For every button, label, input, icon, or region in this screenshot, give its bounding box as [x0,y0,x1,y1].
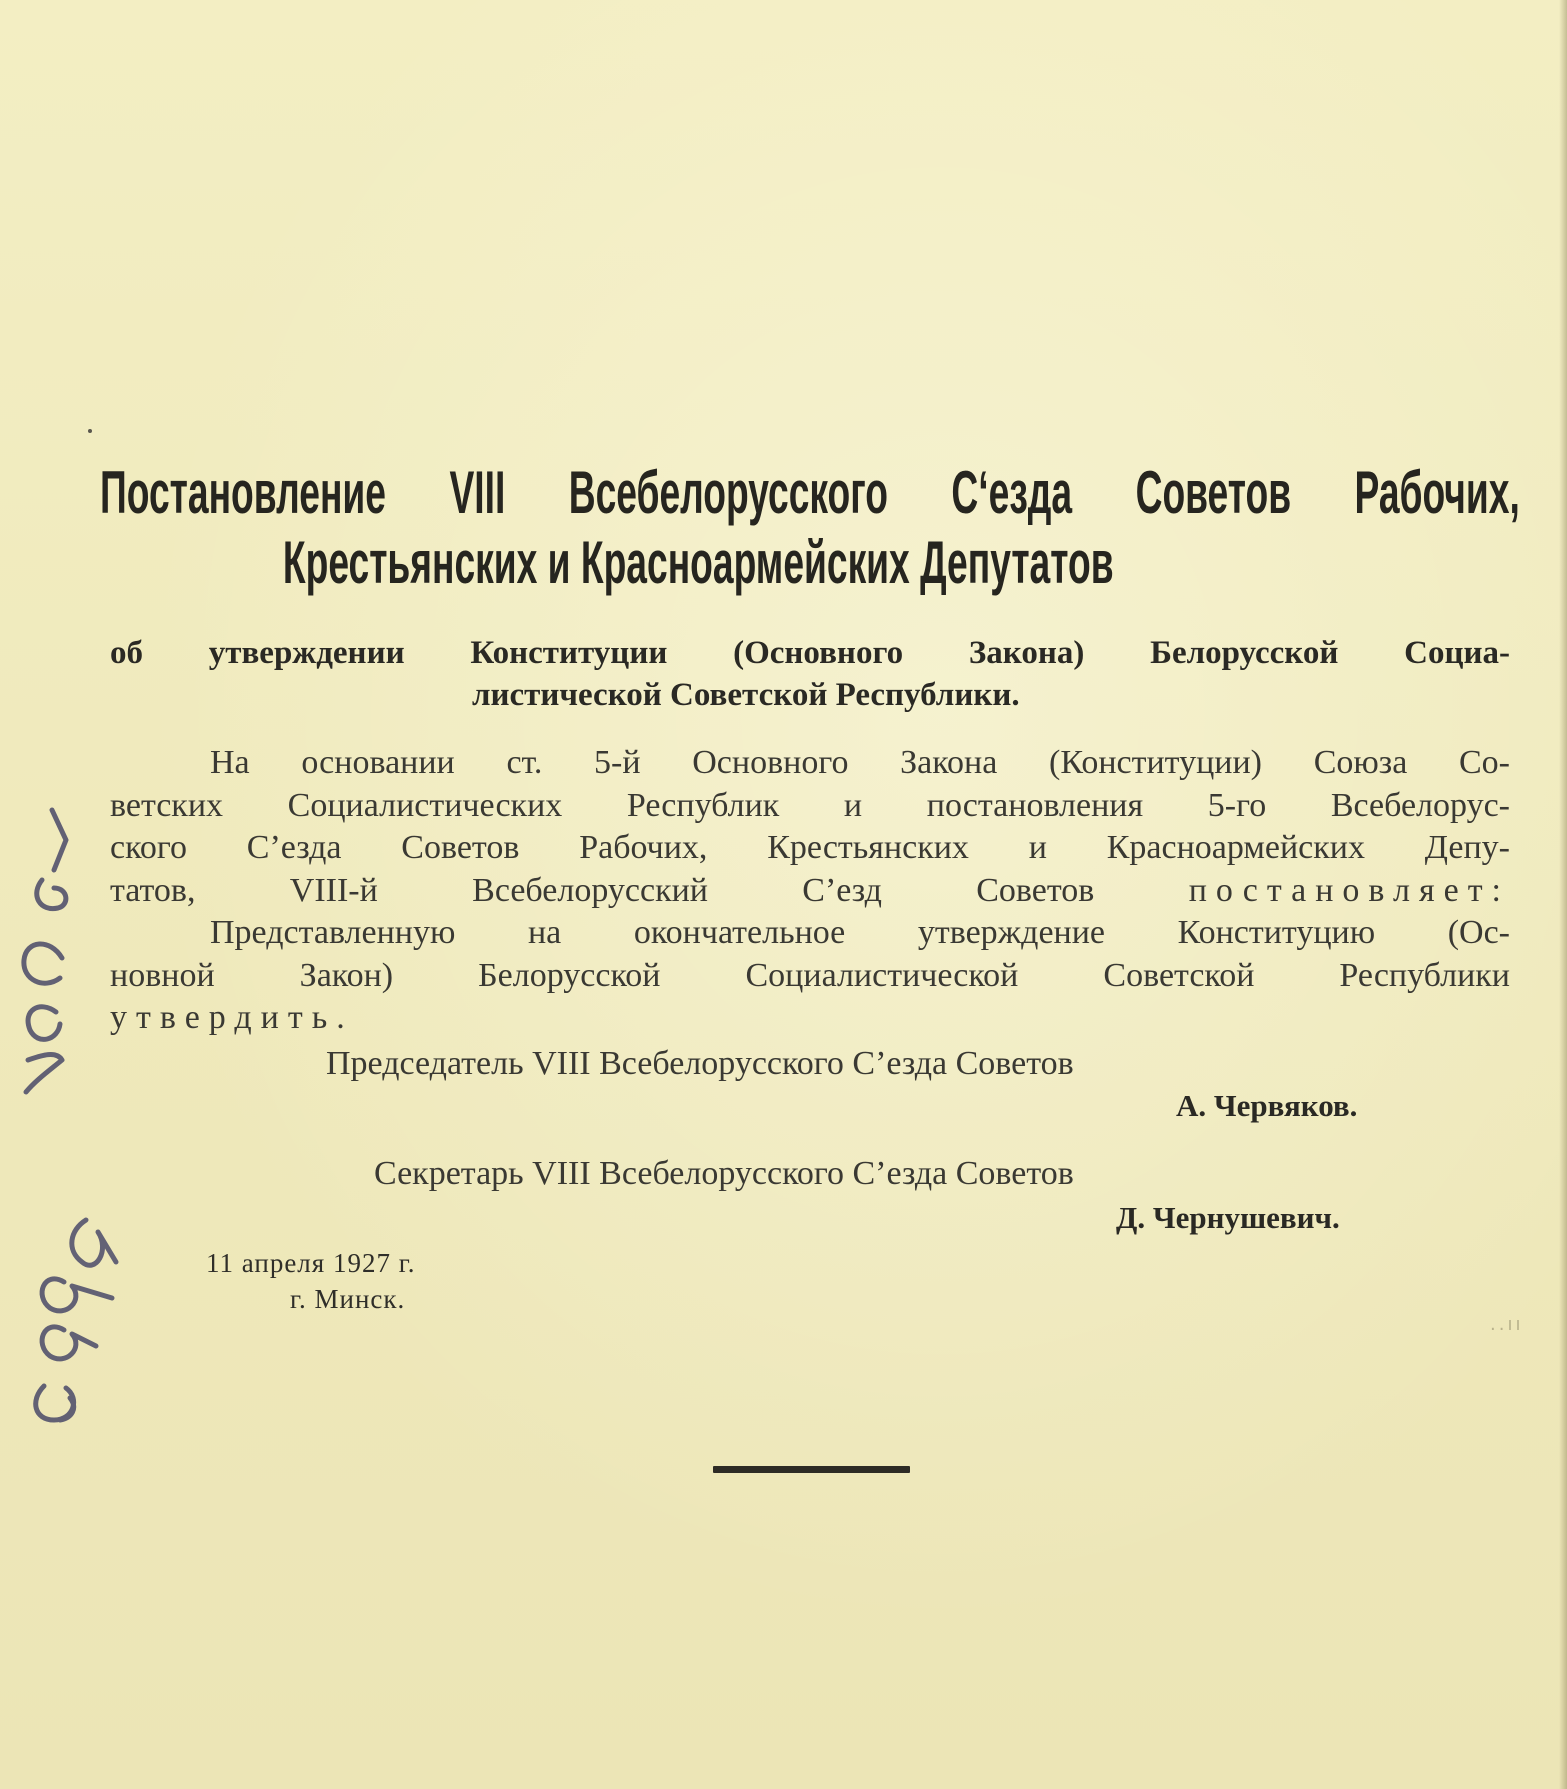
title-line-2: Крестьянских и Красноармейских Депутатов [282,529,1114,596]
resolution-body [110,742,1510,1040]
body-line-2: ветских Социалистических Республик и постановления 5-го Всебелорус- [110,786,1510,824]
page-edge-shadow [1559,0,1567,1789]
document-title [100,458,1520,598]
body-line-6: новной Закон) Белорусской Социалистической Советской Республики [110,956,1510,994]
document-subtitle [110,632,1510,716]
handwritten-number-bottom [36,1220,116,1420]
ink-dot [88,429,92,433]
handwritten-number-top [24,810,66,1092]
title-line-1: Постановление VIII Всебелорусского С‘езда Советов Рабочих, [100,459,1520,526]
body-line-4 [110,870,1510,913]
body-line-1: На основании ст. 5-й Основного Закона (Конституции) Союза Со- [210,744,1510,781]
secretary-name: Д. Чернушевич. [1116,1200,1340,1235]
spaced-verb-approve: утвердить. [110,999,354,1036]
subtitle-line-1: об утверждении Конституции (Основного Закона) Белорусской Социа- [110,635,1510,671]
body-line-7 [110,997,1510,1040]
subtitle-line-2: листической Советской Республики. [472,677,1020,713]
body-line-4-text: татов, VIII-й Всебелорусский С’езд Советов [110,871,1095,909]
chairman-name: А. Червяков. [1176,1088,1358,1123]
body-line-3: ского С’езда Советов Рабочих, Крестьянских и Красноармейских Депу- [110,829,1510,866]
closing-rule [713,1466,910,1473]
document-date: 11 апреля 1927 г. [206,1248,416,1278]
spaced-verb-resolves: постановляет: [1188,871,1511,909]
secretary-role: Секретарь VIII Всебелорусского С’езда Советов [374,1155,1074,1192]
body-line-5: Представленную на окончательное утверждение Конституцию (Ос- [210,914,1510,951]
document-place: г. Минск. [290,1284,406,1314]
chairman-role: Председатель VIII Всебелорусского С’езда Советов [326,1045,1074,1082]
faint-mark: ..ıı [1490,1314,1524,1335]
